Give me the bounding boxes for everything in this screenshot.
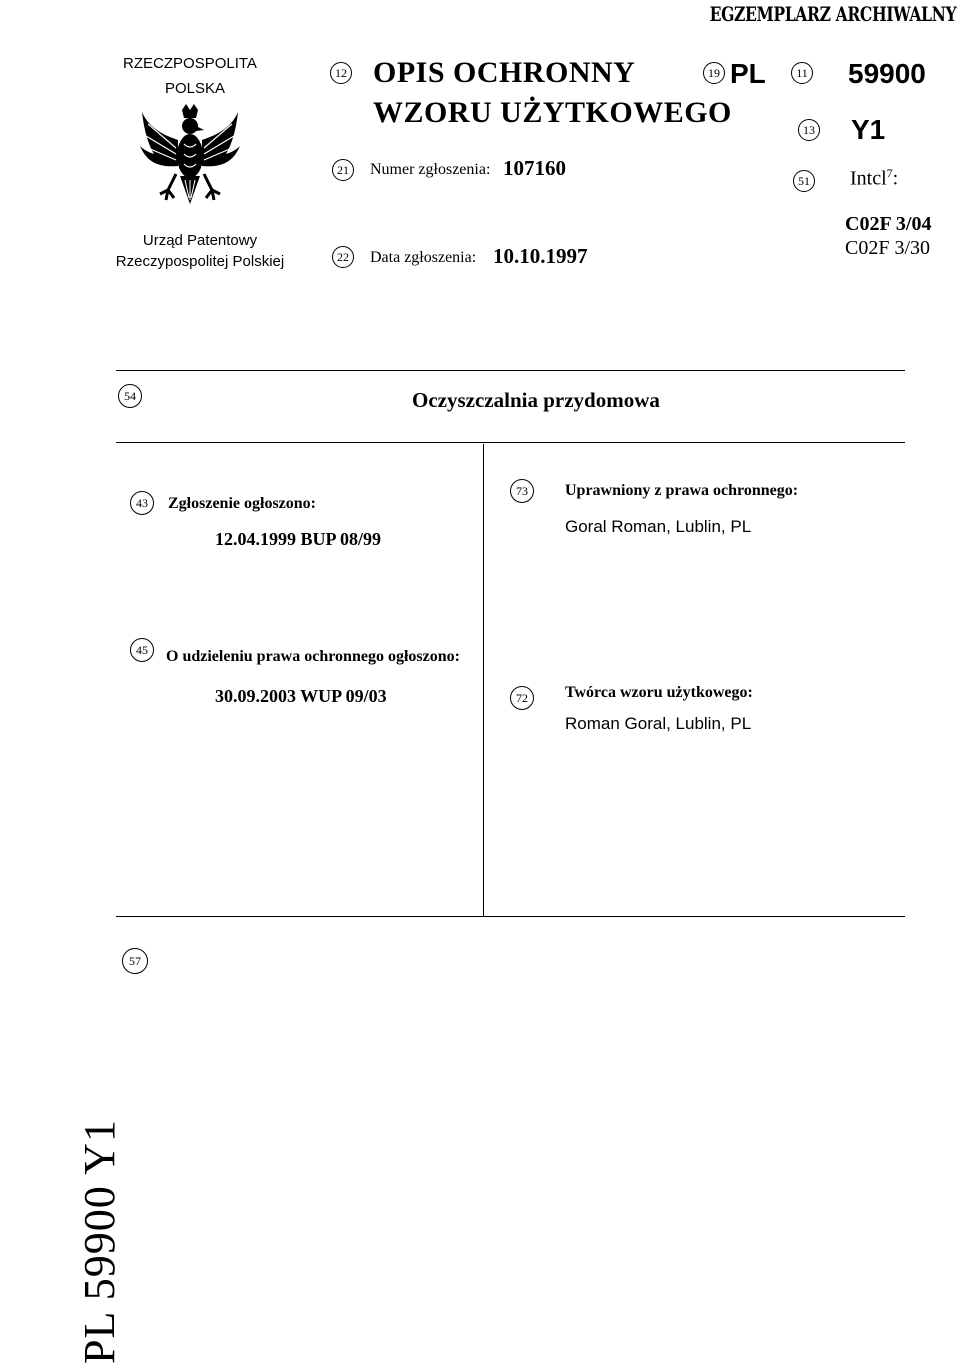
- publication-number: 59900: [848, 58, 926, 89]
- inid-code-73: 73: [510, 479, 534, 503]
- classification-secondary: C02F 3/30: [845, 237, 931, 259]
- rule-top: [116, 370, 905, 371]
- rule-title-bottom: [116, 442, 905, 443]
- inid-code-54: 54: [118, 384, 142, 408]
- application-number-label: Numer zgłoszenia:: [370, 161, 491, 178]
- application-number: 107160: [503, 156, 566, 180]
- creator-label: Twórca wzoru użytkowego:: [565, 684, 753, 701]
- inid-code-21: 21: [332, 159, 354, 181]
- polish-eagle-emblem: [138, 104, 242, 216]
- intcl-label-text: Intcl: [850, 167, 887, 190]
- inid-code-72: 72: [510, 686, 534, 710]
- inid-code-51: 51: [793, 170, 815, 192]
- office-line1: Urząd Patentowy: [142, 232, 258, 249]
- office-line2: Rzeczypospolitej Polskiej: [115, 253, 285, 270]
- intcl-superscript: 7: [886, 166, 893, 180]
- inid-code-22: 22: [332, 246, 354, 268]
- country-line1: RZECZPOSPOLITA: [123, 55, 257, 72]
- column-divider: [483, 444, 484, 916]
- inid-code-12: 12: [330, 62, 352, 84]
- holder-value: Goral Roman, Lublin, PL: [565, 517, 752, 536]
- archive-stamp: EGZEMPLARZ ARCHIWALNY: [709, 2, 956, 26]
- country-code: PL: [730, 58, 766, 89]
- rule-bottom: [116, 916, 905, 917]
- announced-value: 12.04.1999 BUP 08/99: [215, 529, 382, 549]
- holder-label: Uprawniony z prawa ochronnego:: [565, 482, 799, 499]
- creator-value: Roman Goral, Lublin, PL: [565, 714, 752, 733]
- document-title-line2: WZORU UŻYTKOWEGO: [373, 96, 732, 129]
- intcl-label: [850, 166, 898, 191]
- inid-code-19: 19: [703, 62, 725, 84]
- announced-label: Zgłoszenie ogłoszono:: [168, 495, 316, 512]
- inid-code-13: 13: [798, 119, 820, 141]
- inid-code-11: 11: [791, 62, 813, 84]
- invention-title: Oczyszczalnia przydomowa: [412, 388, 660, 412]
- country-line2: POLSKA: [164, 80, 226, 97]
- granted-label: O udzieleniu prawa ochronnego ogłoszono:: [166, 648, 460, 665]
- granted-value: 30.09.2003 WUP 09/03: [215, 686, 387, 706]
- intcl-colon: :: [892, 167, 899, 190]
- kind-code: Y1: [851, 114, 886, 145]
- inid-code-45: 45: [130, 638, 154, 662]
- filing-date-label: Data zgłoszenia:: [370, 249, 477, 266]
- classification-primary: C02F 3/04: [845, 213, 932, 235]
- filing-date: 10.10.1997: [493, 244, 588, 268]
- side-label: PL 59900 Y1: [75, 1119, 124, 1364]
- document-title-line1: OPIS OCHRONNY: [373, 56, 636, 89]
- inid-code-43: 43: [130, 491, 154, 515]
- inid-code-57: 57: [122, 948, 148, 974]
